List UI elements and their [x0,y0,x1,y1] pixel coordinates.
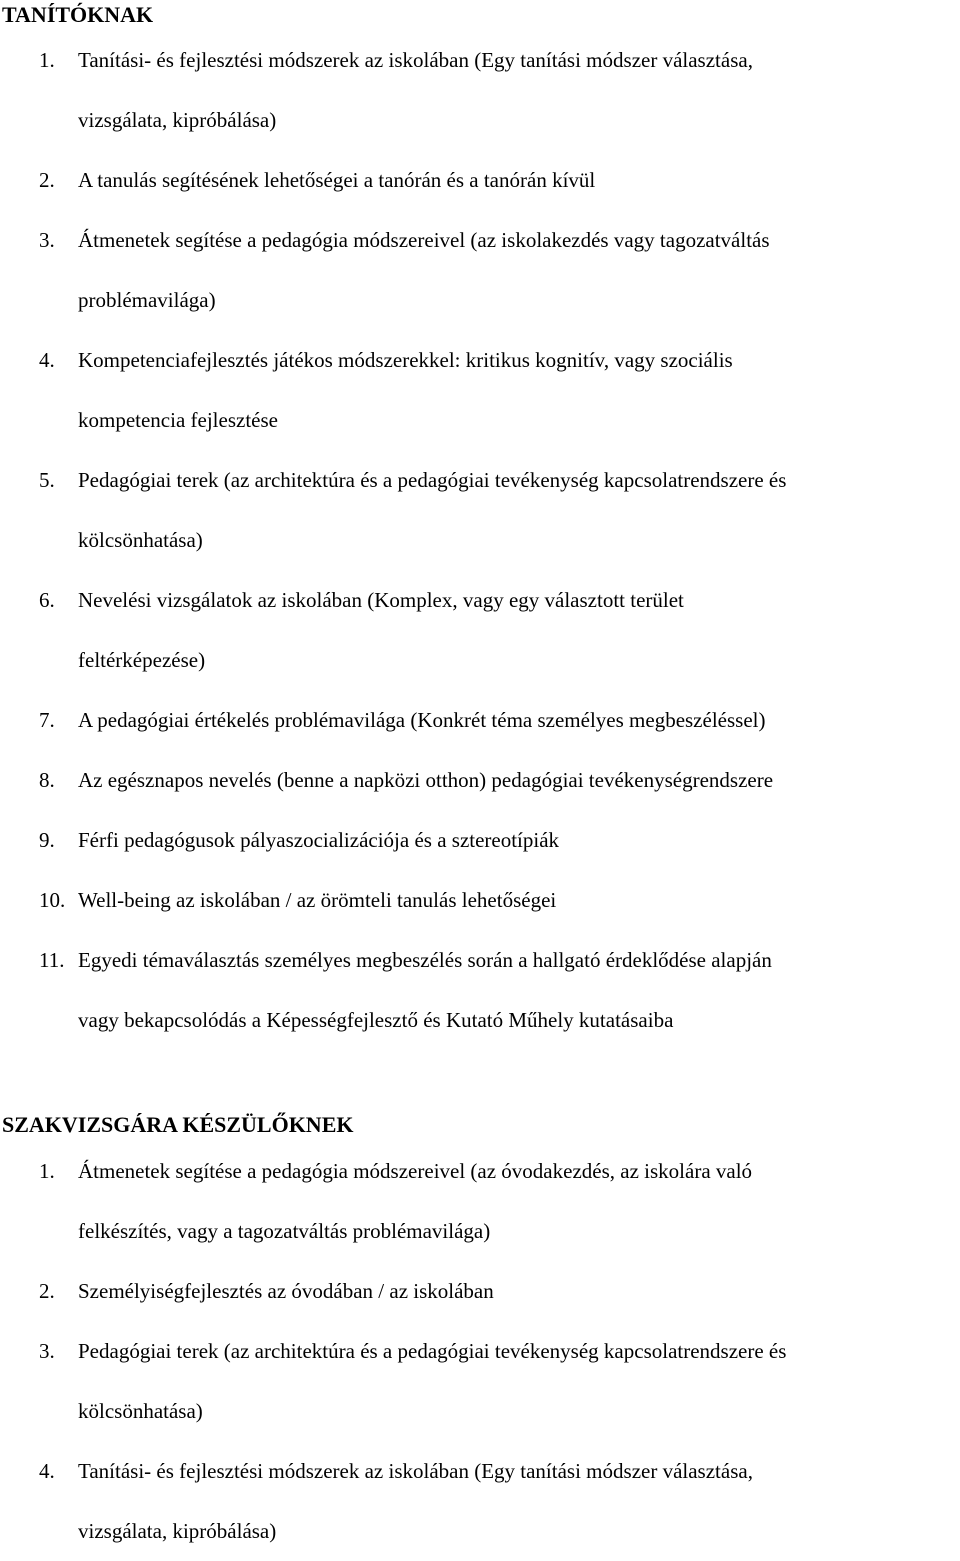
item-number: 10. [39,888,66,912]
section-title-szakvizsga: SZAKVIZSGÁRA KÉSZÜLŐKNEK [2,1112,354,1137]
item-text [78,1156,958,1246]
item-number: 2. [39,168,55,192]
item-text-line: Férfi pedagógusok pályaszocializációja és a sztereotípiák [78,828,560,852]
item-text-line: Átmenetek segítése a pedagógia módszereivel (az óvodakezdés, az iskolára való [78,1159,753,1183]
item-text-line: Nevelési vizsgálatok az iskolában (Komplex, vagy egy választott terület [78,588,684,612]
item-number: 1. [39,1159,55,1183]
item-text-line: Pedagógiai terek (az architektúra és a pedagógiai tevékenység kapcsolatrendszere és [78,468,787,492]
item-number: 7. [39,708,55,732]
item-text-line: problémavilága) [78,288,216,312]
item-text [78,585,958,675]
item-text-line: kompetencia fejlesztése [78,408,278,432]
list-item [0,585,958,675]
list-item [0,1156,958,1246]
list-item [0,705,958,735]
item-text [78,1336,958,1426]
list-item [0,165,958,195]
list-item [0,1456,958,1546]
item-text [78,705,958,735]
list-item [0,465,958,555]
topic-list-tanitoknak [0,45,960,1035]
item-text [78,885,958,915]
item-text [78,1276,958,1306]
item-text [78,765,958,795]
list-item [0,225,958,315]
item-text-line: Egyedi témaválasztás személyes megbeszélés során a hallgató érdeklődése alapján [78,948,772,972]
section-title-tanitoknak: TANÍTÓKNAK [2,2,154,27]
item-number: 4. [39,348,55,372]
item-text-line: Pedagógiai terek (az architektúra és a pedagógiai tevékenység kapcsolatrendszere és [78,1339,787,1363]
item-text-line: Az egésznapos nevelés (benne a napközi otthon) pedagógiai tevékenységrendszere [78,768,774,792]
item-number: 2. [39,1279,55,1303]
item-text-line: vagy bekapcsolódás a Képességfejlesztő és Kutató Műhely kutatásaiba [78,1008,674,1032]
item-text [78,825,958,855]
item-text-line: Tanítási- és fejlesztési módszerek az iskolában (Egy tanítási módszer választása, [78,1459,753,1483]
list-item [0,345,958,435]
item-number: 9. [39,828,55,852]
item-text-line: Tanítási- és fejlesztési módszerek az iskolában (Egy tanítási módszer választása, [78,48,753,72]
item-text [78,465,958,555]
item-number: 3. [39,1339,55,1363]
item-text [78,1456,958,1546]
list-item [0,765,958,795]
item-number: 5. [39,468,55,492]
list-item [0,885,958,915]
item-text [78,45,958,135]
item-text [78,225,958,315]
item-number: 1. [39,48,55,72]
list-item [0,1336,958,1426]
list-item [0,1276,958,1306]
item-text-line: Kompetenciafejlesztés játékos módszerekkel: kritikus kognitív, vagy szociális [78,348,733,372]
item-number: 3. [39,228,55,252]
list-item [0,825,958,855]
item-text-line: vizsgálata, kipróbálása) [78,108,277,132]
item-number: 8. [39,768,55,792]
item-text-line: felkészítés, vagy a tagozatváltás problémavilága) [78,1219,491,1243]
item-text-line: A pedagógiai értékelés problémavilága (Konkrét téma személyes megbeszéléssel) [78,708,766,732]
item-text-line: Well-being az iskolában / az örömteli tanulás lehetőségei [78,888,557,912]
list-item [0,45,958,135]
item-text-line: kölcsönhatása) [78,1399,203,1423]
topic-list-szakvizsga [0,1156,960,1546]
list-item [0,945,958,1035]
item-text-line: feltérképezése) [78,648,206,672]
item-text-line: Átmenetek segítése a pedagógia módszereivel (az iskolakezdés vagy tagozatváltás [78,228,770,252]
item-text-line: Személyiségfejlesztés az óvodában / az iskolában [78,1279,494,1303]
item-text-line: kölcsönhatása) [78,528,203,552]
item-text-line: vizsgálata, kipróbálása) [78,1519,277,1543]
item-text [78,945,958,1035]
item-number: 6. [39,588,55,612]
item-text [78,165,958,195]
item-number: 4. [39,1459,55,1483]
item-number: 11. [39,948,65,972]
item-text-line: A tanulás segítésének lehetőségei a tanórán és a tanórán kívül [78,168,596,192]
item-text [78,345,958,435]
